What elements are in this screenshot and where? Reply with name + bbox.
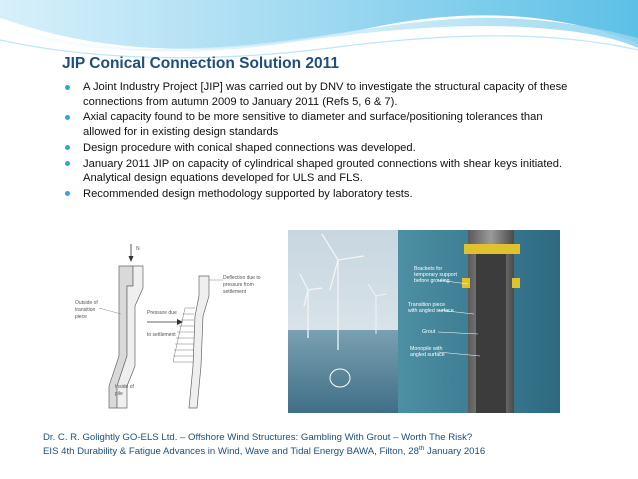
bullet-text: Axial capacity found to be more sensitive to diameter and surface/positioning tolerances than allowed for in existing design standards	[83, 111, 543, 138]
bullet-list	[62, 80, 582, 203]
bullet-text: Design procedure with conical shaped connections was developed.	[83, 141, 416, 154]
diagram-deflection-label: Deflection due to	[223, 275, 261, 281]
bullet-icon	[65, 161, 70, 166]
photo-grout-label: Grout	[422, 329, 436, 335]
diagram-n-label: N	[136, 246, 140, 252]
footer-line-2-sup: th	[418, 444, 425, 452]
bullet-icon	[65, 145, 70, 150]
diagram-pressure-label: to settlement	[147, 332, 176, 338]
footer-line-2-date: January 2016	[424, 446, 486, 457]
diagram-outside-label: transition	[75, 307, 96, 313]
bullet-text: Recommended design methodology supported by laboratory tests.	[83, 187, 413, 200]
photo-monopile-label: Monopile with	[410, 346, 443, 352]
diagram-inside-label: pile	[115, 391, 123, 397]
photo-brackets-label: temporary support	[414, 272, 457, 278]
diagram-outside-label: Outside of	[75, 300, 98, 306]
list-item	[62, 80, 582, 109]
footer-line-2	[43, 445, 603, 459]
list-item	[62, 187, 582, 202]
list-item	[62, 141, 582, 156]
list-item	[62, 110, 582, 139]
footer-line-2-text: EIS 4th Durability & Fatigue Advances in Wind, Wave and Tidal Energy BAWA, Filton, 28	[43, 446, 419, 457]
photo-transition-label: with angled surface	[408, 308, 454, 314]
bullet-text: January 2011 JIP on capacity of cylindrical shaped grouted connections with shear keys initiated. Analytical design equations developed for ULS and FLS.	[83, 157, 563, 185]
wind-turbine-connection-image	[288, 230, 560, 413]
bullet-icon	[65, 191, 70, 196]
diagram-deflection-label: pressure from	[223, 282, 254, 288]
diagram-deflection-label: settlement	[223, 289, 247, 295]
list-item	[62, 157, 582, 186]
bullet-icon	[65, 115, 70, 120]
photo-brackets-label: Brackets for	[414, 266, 443, 272]
diagram-inside-label: Inside of	[115, 384, 134, 390]
photo-transition-label: Transition piece	[408, 302, 446, 308]
diagram-outside-label: piece	[75, 314, 87, 320]
settlement-diagram	[73, 236, 273, 411]
bullet-text: A Joint Industry Project [JIP] was carried out by DNV to investigate the structural capacity of these connections from autumn 2009 to January 2011 (Refs 5, 6 & 7).	[83, 81, 568, 108]
footer-line-1: Dr. C. R. Golightly GO-ELS Ltd. – Offshore Wind Structures: Gambling With Grout – Worth The Risk?	[43, 432, 473, 443]
bullet-icon	[65, 85, 70, 90]
diagram-pressure-label: Pressure due	[147, 310, 177, 316]
photo-brackets-label: before grouting	[414, 278, 450, 284]
slide-title: JIP Conical Connection Solution 2011	[62, 55, 340, 72]
photo-monopile-label: angled surface	[410, 352, 445, 358]
footer-citation	[43, 431, 603, 459]
